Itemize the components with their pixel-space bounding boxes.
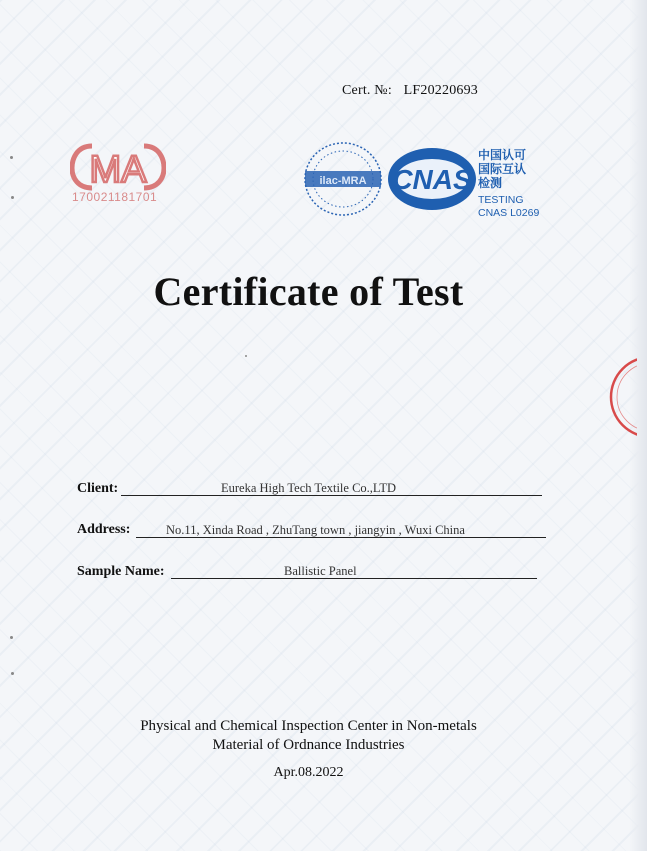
- issue-date: Apr.08.2022: [273, 765, 344, 780]
- scan-speck: [245, 355, 247, 357]
- address-label: Address:: [77, 522, 131, 537]
- ilac-mra-logo-icon: [302, 140, 384, 218]
- document-title: Certificate of Test: [153, 269, 464, 314]
- cma-code: 170021181701: [72, 190, 158, 204]
- cnas-cn-line3: 检测: [478, 176, 503, 190]
- scan-speck: [11, 672, 14, 675]
- certificate-number: [342, 83, 478, 99]
- cert-number-label: Cert. №:: [342, 83, 392, 98]
- scan-speck: [11, 196, 14, 199]
- cnas-logo-text: CNAS: [392, 164, 472, 195]
- cma-logo-text: MA: [89, 149, 147, 191]
- client-label: Client:: [77, 481, 119, 496]
- cnas-logo-icon: [386, 146, 478, 212]
- cnas-cn-line1: 中国认可: [478, 148, 527, 162]
- cert-number-value: LF20220693: [403, 83, 478, 98]
- scan-speck: [10, 156, 13, 159]
- client-value: Eureka High Tech Textile Co.,LTD: [221, 481, 397, 495]
- cnas-en-line1: TESTING: [478, 194, 524, 206]
- sample-name-value: Ballistic Panel: [284, 564, 357, 578]
- cnas-chinese-text: [478, 148, 538, 190]
- cnas-en-line2: CNAS L0269: [478, 207, 540, 219]
- sample-name-label: Sample Name:: [77, 564, 165, 579]
- address-value: No.11, Xinda Road , ZhuTang town , jiangyin , Wuxi China: [166, 523, 465, 537]
- cnas-cn-line2: 国际互认: [478, 162, 527, 176]
- cnas-english-text: [478, 194, 539, 220]
- scan-speck: [10, 636, 13, 639]
- ilac-logo-text: ilac-MRA: [319, 175, 367, 187]
- partial-seal-icon: [607, 352, 637, 442]
- issuer-line-1: Physical and Chemical Inspection Center in Non-metals: [140, 718, 477, 734]
- issuer-line-2: Material of Ordnance Industries: [212, 737, 405, 753]
